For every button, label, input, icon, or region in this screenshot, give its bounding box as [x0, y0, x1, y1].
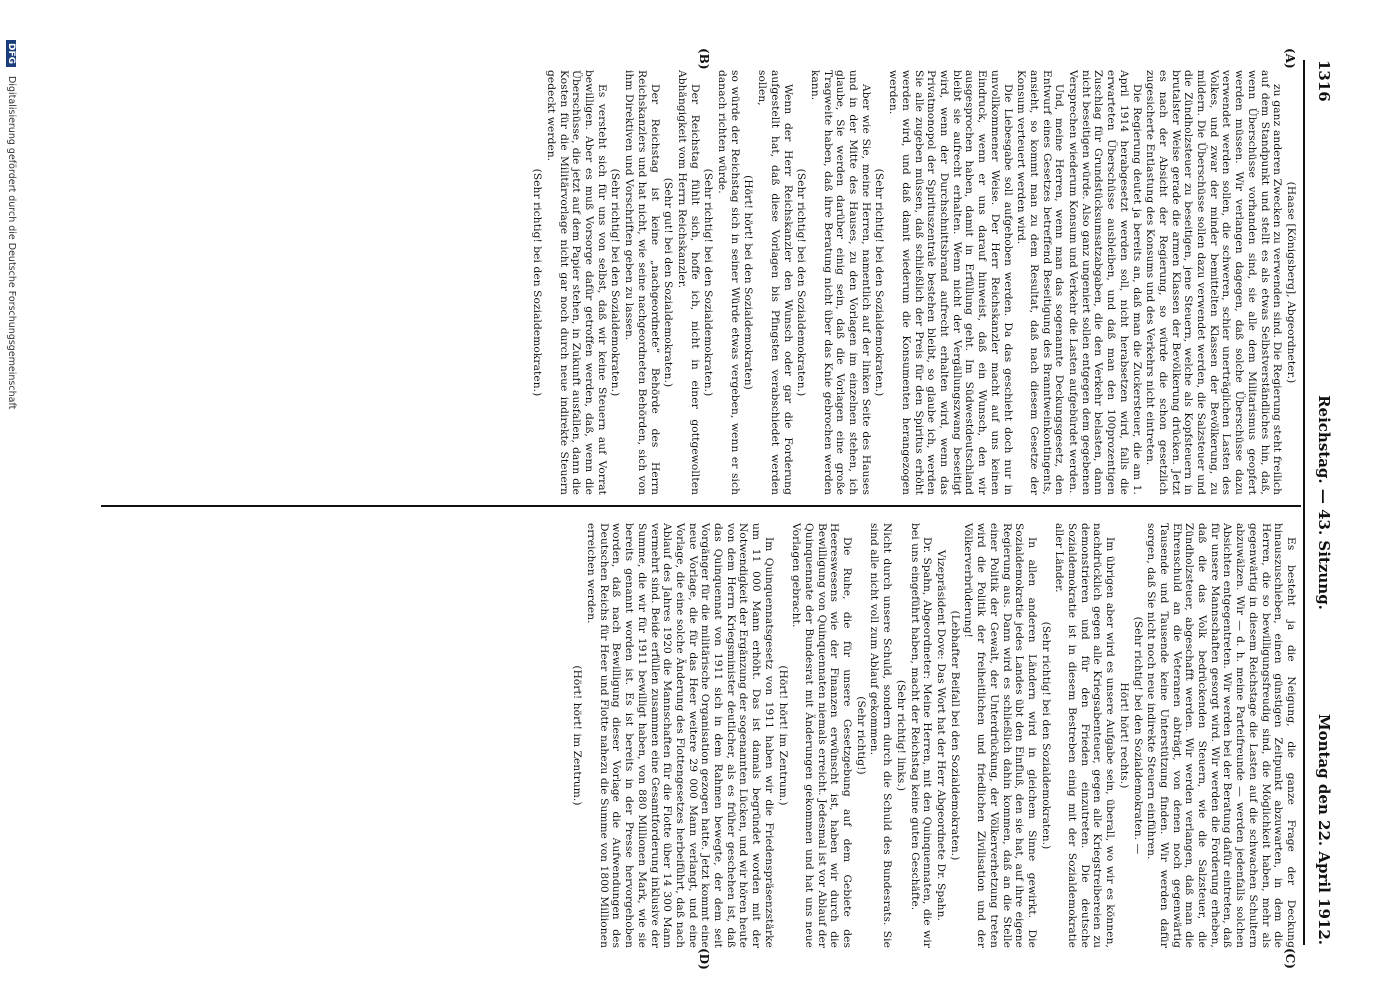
interjection: (Lebhafter Beifall bei den Sozialdemokraten.) — [948, 610, 961, 861]
interjection: (Sehr richtig! bei den Sozialdemokraten.) — [531, 168, 544, 397]
interjection: (Hört! hört! im Zentrum.) — [776, 665, 789, 806]
paragraph: Und, meine Herren, wenn man das sogenannte Deckungsgesetz, den Entwurf eines Gesetzes betreffend Beseitigung des Branntweinkontingents, ansieht, so kommt man zu dem Resultat, daß nach diesem Gesetze der Konsum verteuert werden wird. — [1015, 70, 1066, 495]
paragraph: Der Reichstag ist keine „nachgeordnete“ Behörde des Herrn Reichskanzlers und hat nicht, wie seine nachgeordneten Behörden, sich von ihm Direktiven und Vorschriften geben zu lassen. — [623, 70, 661, 495]
paragraph: Dr. Spahn, Abgeordneter: Meine Herren, mit den Quinquennaten, die wir bei uns eingeführt haben, macht der Reichstag keine guten Geschäfte. — [908, 523, 934, 948]
paragraph: Wenn der Herr Reichskanzler den Wunsch oder gar die Forderung aufgestellt hat, daß diese Vorlagen bis Pfingsten verabschiedet werden sollen, — [756, 70, 794, 495]
margin-mark-a: (A) — [1283, 48, 1297, 69]
interjection: (Sehr gut! bei den Sozialdemokraten.) — [662, 177, 675, 388]
paragraph: Die Liebesgabe soll aufgehoben werden. Da das geschieht doch nur in unvollkommener Weise. Der Herr Reichskanzler macht auf uns keinen Eindruck, wenn er uns darauf hinweist, daß ein Wunsch, den wir ausgesprochen haben, damit in Erfüllung geht. Im Südwestdeutschland bleibt sie aufrecht erhalten. Wenn nicht der Vergällungszwang beseitigt wird, wenn der Durchschnittsbrand aufrecht erhalten wird, wenn das Privatmonopol der Spirituszentrale bestehen bleibt, so glaube ich, werden Sie alle zugeben müssen, daß schließlich der Preis für den Spiritus erhöht werden wird, und daß damit wiederum die Konsumenten herangezogen werden. — [887, 70, 1014, 495]
paragraph: Nicht durch unsere Schuld, sondern durch die Schuld des Bundesrats. Sie sind alle nicht voll zum Ablauf gekommen. — [868, 523, 894, 948]
interjection: (Hört! hört! im Zentrum.) — [571, 665, 584, 806]
page-date: Montag den 22. April 1912. — [1315, 714, 1333, 945]
interjection: Hört! hört! rechts.) — [1117, 682, 1130, 789]
interjection: (Hört! hört! bei den Sozialdemokraten) — [742, 175, 755, 390]
interjection: (Haase [Königsberg], Abgeordneter.) — [1285, 181, 1297, 384]
paragraph: Es besteht ja die Neigung, die ganze Frage der Deckung hinauszuschieben, einen günstigen Zeitpunkt abzuwarten, in dem die Herren, die so bewilligungsfreudig sind, die Möglichkeit haben, mehr als gegenwärtig in diesem Reichstage die Lasten auf die schwachen Schultern abzuwälzen. Wir — d. h. meine Parteifreunde — werden jedenfalls solchen Absichten entgegentreten. Wir werden bei der Beratung dafür eintreten, daß für unsere Mannschaften gesorgt wird. Wir werden die Forderung erheben, daß die das Volk bedrückenden Steuern, wie die Salzsteuer, die Zündholzsteuer, abgeschafft werden. Wir werden verlangen, daß man die Ehrenschuld an die Veteranen abträgt, von denen noch gegenwärtig Tausende und Tausende keine Unterstützung finden. Wir werden dafür sorgen, daß Sie nicht noch neue indirekte Steuern einführen. — [1145, 523, 1297, 948]
page-title: Reichstag. — 43. Sitzung. — [1315, 395, 1333, 610]
interjection: (Sehr richtig! bei den Sozialdemokraten.) — [1039, 621, 1052, 850]
dfg-logo: DFG — [6, 40, 16, 67]
footer-credit — [6, 40, 17, 960]
paragraph: zu ganz anderen Zwecken zu verwenden sind. Die Regierung steht freilich auf dem Standpunkt und stellt es als etwas Selbstverständliches hin, daß, wenn Überschüsse vorhanden sind, sie alle dem Militarismus geopfert werden müssen. Wir verlangen dagegen, daß solche Überschüsse dazu verwendet werden sollen, die schweren, schier unerträglichen Lasten des Volkes, und zwar der minder bemittelten Klassen der Bevölkerung, zu mildern. Die Überschüsse sollen dazu verwendet werden, die Salzsteuer und die Zündholzsteuer zu beseitigen, jene Steuern, welche als Kopfsteuern in brutalster Weise gerade die armen Klassen der Bevölkerung drücken. Jetzt es nach der Absicht der Regierung, so würde die schon gesetzlich zugesicherte Entlastung des Konsums und des Verkehrs nicht eintreten. — [1144, 70, 1284, 495]
footer-text: Digitalisierung gefördert durch die Deutsche Forschungsgemeinschaft — [6, 76, 17, 410]
paragraph: Aber wie Sie, meine Herren, namentlich auf der linken Seite des Hauses und in der Mitte des Hauses, zu den Vorlagen im einzelnen stehen, ich glaube, Sie werden darüber einig sein, daß die Vorlagen eine große Tragweite haben, daß ihre Beratung nicht über das Knie gebrochen werden kann. — [808, 70, 872, 495]
right-column — [570, 523, 1297, 948]
paragraph: Die Regierung deutet ja bereits an, daß man die Zuckersteuer, die am 1. April 1914 herabgesetzt werden soll, nicht herabsetzen wird, falls die erwarteten Überschüsse ausbleiben, und daß man den 100prozentigen Zuschlag für Grundstücksumsatzabgaben, die den Verkehr belasten, dann nicht beseitigen würde. Also ganz ungeniert sollen entgegen dem gegebenen Versprechen wiederum Konsum und Verkehr die Lasten aufgebürdet werden. — [1067, 70, 1143, 495]
interjection: Vizepräsident Dove: Das Wort hat der Herr Abgeordnete Dr. Spahn. — [935, 550, 948, 921]
interjection: (Sehr richtig! bei den Sozialdemokraten.) — [609, 168, 622, 397]
page-header — [1307, 60, 1333, 945]
paragraph: Im übrigen aber wird es unsere Aufgabe sein, überall, wo wir es können, nachdrücklich gegen alle Kriegsabenteuer, gegen alle Kriegstreibereien zu demonstrieren und für den Frieden einzutreten. Die deutsche Sozialdemokratie ist in diesem Bestreben einig mit der Sozialdemokratie aller Länder. — [1053, 523, 1117, 948]
paragraph: Der Reichstag fühlt sich, hoffe ich, nicht in einer gottgewollten Abhängigkeit vom Herrn Reichskanzler. — [675, 70, 701, 495]
paragraph: Es versteht sich für uns von selbst, daß wir keine Steuern auf Vorrat bewilligen. Aber es muß Vorsorge dafür getroffen werden, daß, wenn die Überschüsse, die jetzt auf dem Papier stehen, in Zukunft ausfallen, dann die Kosten für die Militärvorlage nicht gar noch durch neue indirekte Steuern gedeckt werden. — [544, 70, 608, 495]
interjection: (Sehr richtig! bei den Sozialdemokraten.) — [873, 168, 886, 397]
left-column — [530, 70, 1297, 495]
margin-mark-d: (D) — [697, 948, 711, 970]
interjection: (Sehr richtig!) — [854, 696, 867, 775]
paragraph: Die Ruhe, die für unsere Gesetzgebung auf dem Gebiete des Heereswesens wie der Finanzen erwünscht ist, haben wir durch die Bewilligung von Quinquennaten niemals erreicht. Jedesmal ist vor Ablauf der Quinquennate der Bundesrat mit Änderungen gekommen und hat uns neue Vorlagen gebracht. — [790, 523, 854, 948]
page-number: 1316 — [1315, 60, 1333, 102]
margin-mark-c: (C) — [1283, 948, 1297, 969]
column-divider — [101, 505, 1301, 507]
paragraph: Im Quinquennatsgesetz von 1911 haben wir die Friedenspräsenzstärke um 11 000 Mann erhöht. Das ist damals begründet worden mit der Notwendigkeit der Ergänzung der sogenannten Lücken, und wir hören heute von dem Herrn Kriegsminister deutlicher, als es früher geschehen ist, daß das Quinquennat von 1911 sich in dem Rahmen bewegte, der dem seit Vorgänger für die militärische Organisation gezogen hatte. Jetzt kommt eine neue Vorlage, die für das Heer weitere 29 000 Mann verlangt, und eine Vorlage, die eine solche Änderung des Flottengesetzes herbeiführt, daß nach Ablauf des Jahres 1920 die Mannschaften für die Flotte über 14 300 Mann vermehrt sind. Beide erfüllen zusammen eine Gesamtforderung inklusive der Summe, die wir für 1911 bewilligt haben, von 880 Millionen Mark, wie sie bereits genannt worden ist. Es ist bereits in der Presse hervorgehoben worden, daß nach Bewilligung dieser Vorlage die Aufwendungen des Deutschen Reichs für Heer und Flotte nahezu die Summe von 1800 Millionen erreichen werden. — [585, 523, 775, 948]
margin-mark-b: (B) — [697, 48, 711, 70]
interjection: (Sehr richtig! bei den Sozialdemokraten. — — [1131, 616, 1144, 855]
interjection: (Sehr richtig! links.) — [894, 679, 907, 792]
paragraph: so würde der Reichstag sich in seiner Würde etwas vergeben, wenn er sich danach richten würde. — [716, 70, 741, 495]
interjection: (Sehr richtig! bei den Sozialdemokraten.) — [795, 168, 808, 397]
paragraph: In allen anderen Ländern wird in gleichem Sinne gewirkt. Die Sozialdemokratie jedes Landes übt den Einfluß, den sie hat, auf ihre eigene Regierung aus. Dann wird es schließlich dahin kommen, daß an die Stelle einer Politik der Gewalt, der Unterdrückung, der Völkerverhetzung treten wird die Politik der freiheitlichen und friedlichen Zivilisation und der Völkerverbrüderung! — [962, 523, 1038, 948]
interjection: (Sehr richtig! bei den Sozialdemokraten.) — [702, 168, 715, 397]
header-rule — [1303, 60, 1305, 945]
